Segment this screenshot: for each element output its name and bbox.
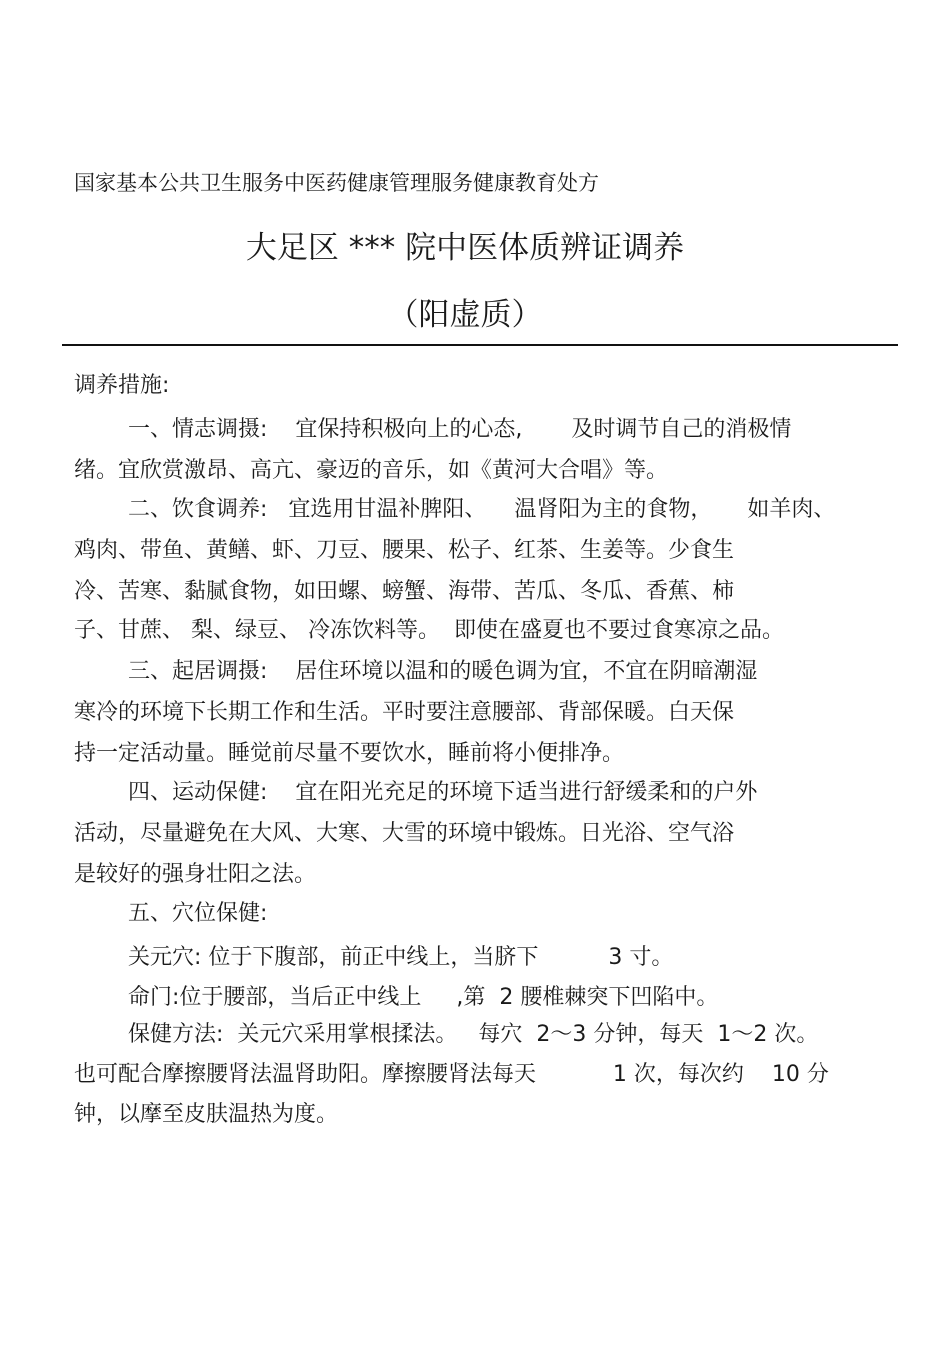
- paragraph-method-line: 也可配合摩擦腰肾法温肾助阳。摩擦腰肾法每天 1 次，每次约 10 分: [74, 1062, 829, 1087]
- section-heading-measures: 调养措施:: [74, 373, 170, 398]
- document-header: 国家基本公共卫生服务中医药健康管理服务健康教育处方: [74, 171, 599, 195]
- paragraph-exercise-line: 是较好的强身壮阳之法。: [74, 862, 317, 887]
- paragraph-exercise-line: 四、运动保健: 宜在阳光充足的环境下适当进行舒缓柔和的户外: [128, 780, 758, 805]
- paragraph-exercise-line: 活动，尽量避免在大风、大寒、大雪的环境中锻炼。日光浴、空气浴: [74, 821, 735, 846]
- constitution-type-subtitle: （阳虚质）: [387, 297, 543, 333]
- paragraph-living-line: 寒冷的环境下长期工作和生活。平时要注意腰部、背部保暖。白天保: [74, 700, 735, 725]
- acupoint-guanyuan: 关元穴: 位于下腹部，前正中线上，当脐下 3 寸。: [128, 945, 674, 970]
- paragraph-emotion-line: 一、情志调摄: 宜保持积极向上的心态, 及时调节自己的消极情: [128, 417, 792, 442]
- section-heading-acupoint: 五、穴位保健:: [128, 901, 268, 926]
- paragraph-diet-line: 冷、苦寒、黏腻食物，如田螺、螃蟹、海带、苦瓜、冬瓜、香蕉、柿: [74, 579, 735, 604]
- acupoint-mingmen: 命门:位于腰部，当后正中线上 ,第 2 腰椎棘突下凹陷中。: [128, 985, 719, 1010]
- paragraph-diet-line: 鸡肉、带鱼、黄鳝、虾、刀豆、腰果、松子、红茶、生姜等。少食生: [74, 538, 735, 563]
- paragraph-emotion-line: 绪。宜欣赏激昂、高亢、豪迈的音乐，如《黄河大合唱》等。: [74, 458, 669, 483]
- paragraph-living-line: 三、起居调摄: 居住环境以温和的暖色调为宜，不宜在阴暗潮湿: [128, 659, 758, 684]
- paragraph-method-line: 保健方法: 关元穴采用掌根揉法。 每穴 2～3 分钟，每天 1～2 次。: [128, 1022, 819, 1047]
- paragraph-diet-line: 子、甘蔗、 梨、绿豆、 冷冻饮料等。 即使在盛夏也不要过食寒凉之品。: [74, 618, 784, 643]
- paragraph-method-line: 钟，以摩至皮肤温热为度。: [74, 1102, 339, 1127]
- title-divider: [62, 344, 898, 346]
- document-title: 大足区 *** 院中医体质辨证调养: [245, 230, 685, 266]
- paragraph-diet-line: 二、饮食调养: 宜选用甘温补脾阳、 温肾阳为主的食物， 如羊肉、: [128, 497, 836, 522]
- paragraph-living-line: 持一定活动量。睡觉前尽量不要饮水，睡前将小便排净。: [74, 741, 625, 766]
